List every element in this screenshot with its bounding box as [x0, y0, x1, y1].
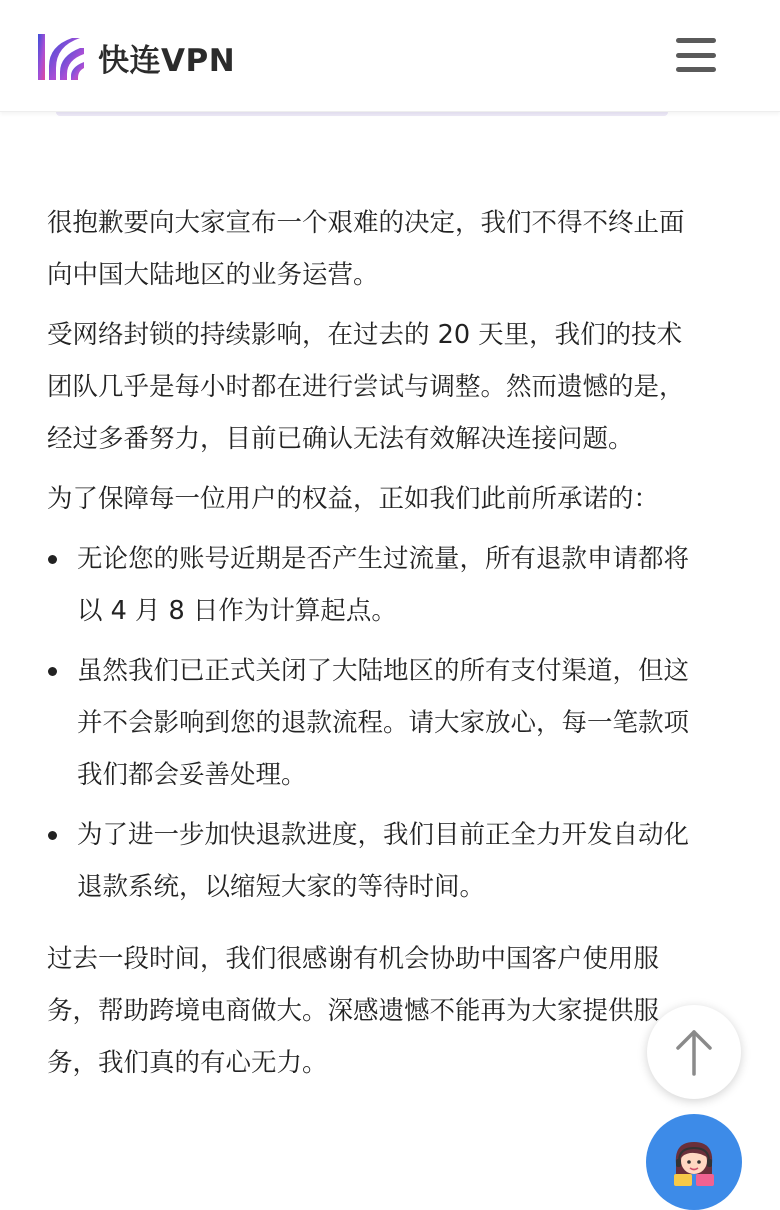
- banner-edge: [56, 112, 668, 116]
- paragraph-blocking: 受网络封锁的持续影响，在过去的 20 天里，我们的技术团队几乎是每小时都在进行尝试与调整。然而遗憾的是，经过多番努力，目前已确认无法有效解决连接问题。: [47, 320, 685, 454]
- list-item-text: 虽然我们已正式关闭了大陆地区的所有支付渠道，但这并不会影响到您的退款流程。请大家放心，每一笔款项我们都会妥善处理。: [77, 656, 690, 790]
- kuailian-logo-icon: [38, 34, 84, 80]
- customer-support-button[interactable]: [646, 1114, 742, 1210]
- announcement-article: [47, 197, 697, 1097]
- arrow-up-icon: [674, 1028, 714, 1076]
- list-item: [47, 533, 697, 637]
- refund-list: [47, 533, 697, 913]
- list-item-text: 为了进一步加快退款进度，我们目前正全力开发自动化退款系统，以缩短大家的等待时间。: [77, 820, 690, 902]
- logo[interactable]: [38, 34, 235, 80]
- brand-name: 快连VPN: [98, 42, 236, 79]
- site-header: [0, 0, 780, 112]
- list-item-text: 无论您的账号近期是否产生过流量，所有退款申请都将以 4 月 8 日作为计算起点。: [77, 544, 690, 626]
- menu-line: [676, 38, 716, 43]
- paragraph-intro: 很抱歉要向大家宣布一个艰难的决定，我们不得不终止面向中国大陆地区的业务运营。: [47, 208, 685, 290]
- hamburger-menu-icon[interactable]: [676, 38, 716, 72]
- menu-line: [676, 67, 716, 72]
- list-item: [47, 809, 697, 913]
- paragraph-farewell: 过去一段时间，我们很感谢有机会协助中国客户使用服务，帮助跨境电商做大。深感遗憾不能再为大家提供服务，我们真的有心无力。: [47, 944, 660, 1078]
- paragraph-commitment: 为了保障每一位用户的权益，正如我们此前所承诺的：: [47, 484, 660, 514]
- list-item: [47, 645, 697, 801]
- support-agent-avatar-icon: [666, 1134, 722, 1190]
- scroll-to-top-button[interactable]: [647, 1005, 741, 1099]
- menu-line: [676, 53, 716, 58]
